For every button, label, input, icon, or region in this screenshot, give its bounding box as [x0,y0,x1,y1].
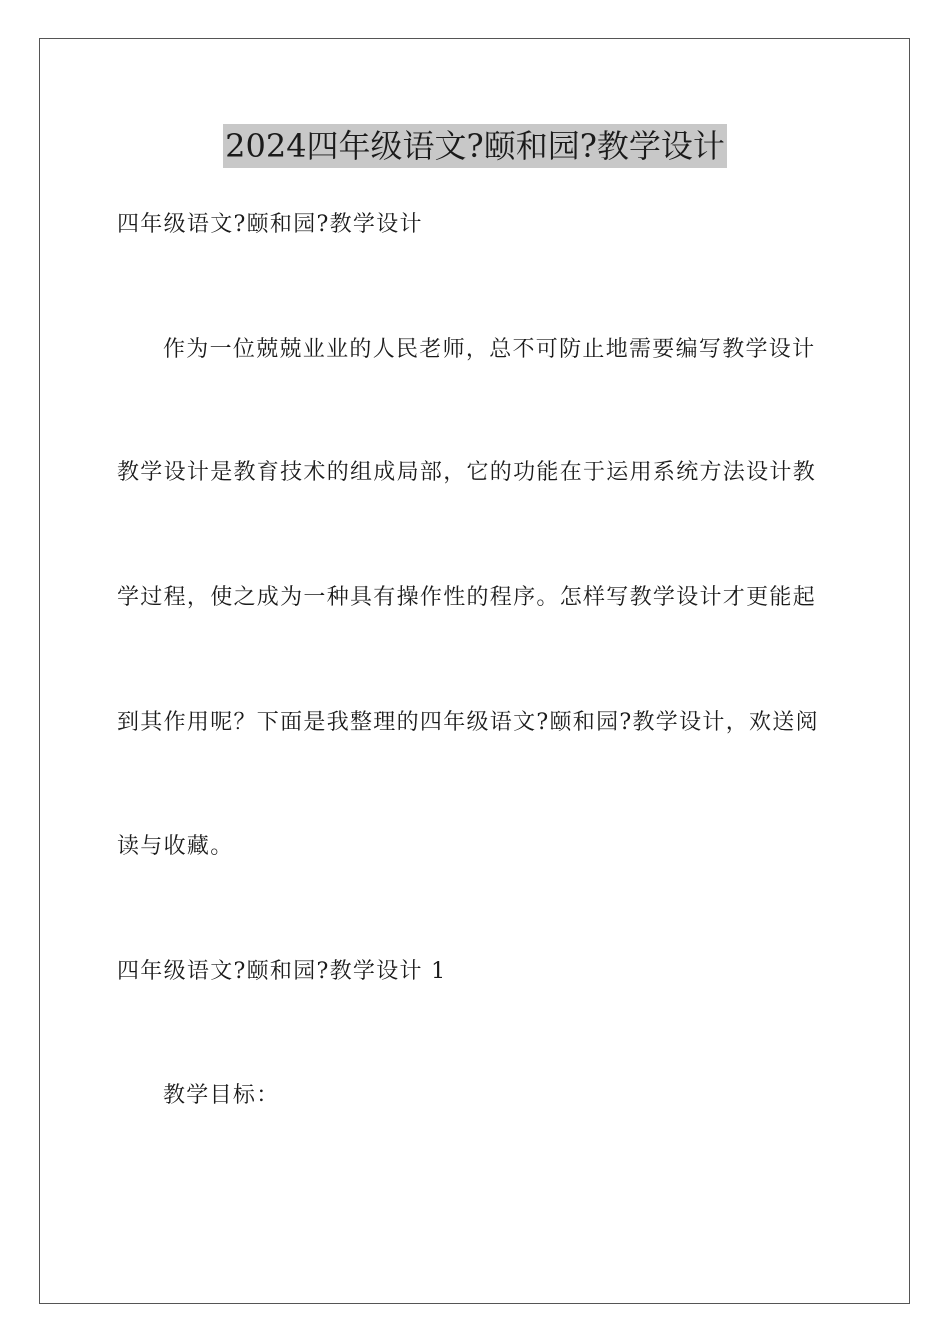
document-title: 2024四年级语文?颐和园?教学设计 [223,124,727,168]
intro-line-5: 读与收藏。 [117,834,234,859]
subtitle: 四年级语文?颐和园?教学设计 [117,212,423,237]
title-container [0,124,950,168]
intro-line-2: 教学设计是教育技术的组成局部，它的功能在于运用系统方法设计教 [117,460,817,485]
intro-line-1: 作为一位兢兢业业的人民老师，总不可防止地需要编写教学设计 [163,337,816,362]
objectives-label: 教学目标： [163,1083,280,1108]
intro-line-3: 学过程，使之成为一种具有操作性的程序。怎样写教学设计才更能起 [117,585,817,610]
intro-line-4: 到其作用呢？下面是我整理的四年级语文?颐和园?教学设计，欢送阅 [117,710,819,735]
section-heading: 四年级语文?颐和园?教学设计 1 [117,959,447,984]
